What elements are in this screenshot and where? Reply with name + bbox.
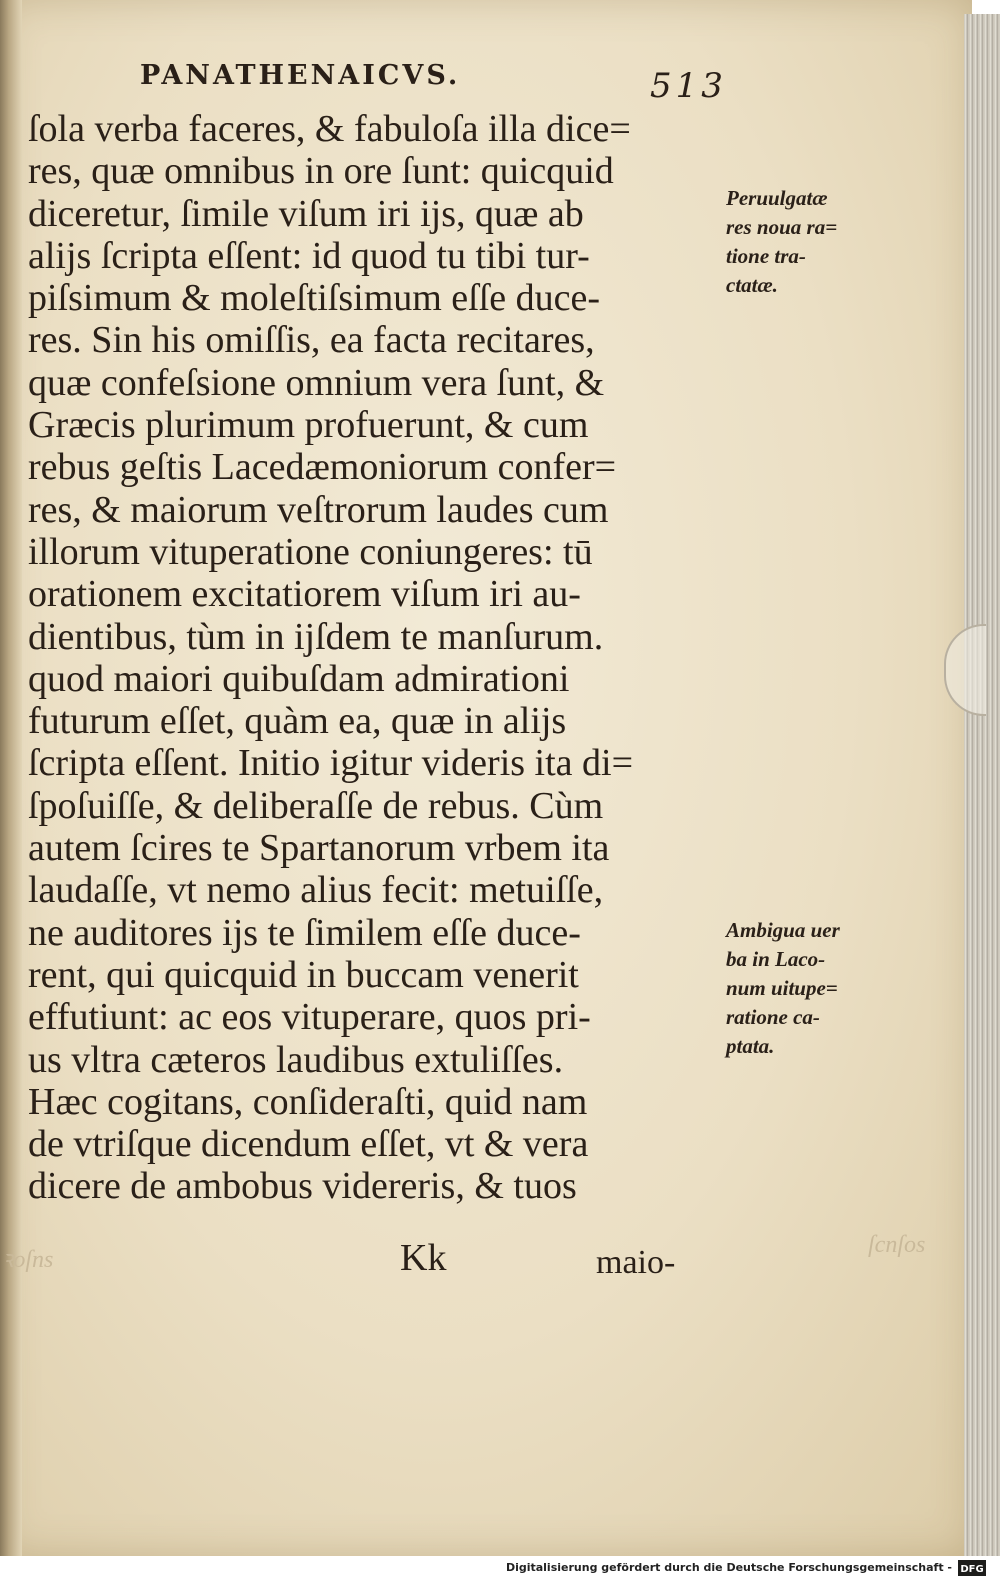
text-line: ſola verba faceres, & fabuloſa illa dice= xyxy=(28,108,631,150)
text-line: dicere de ambobus videreris, & tuos xyxy=(28,1165,577,1208)
text-line: alijs ſcripta eſſent: id quod tu tibi tur- xyxy=(28,234,590,277)
text-line: effutiunt: ac eos vituperare, quos pri- xyxy=(28,996,591,1039)
margin-note-line: num uitupe= xyxy=(726,976,838,1000)
text-line: Græcis plurimum profuerunt, & cum xyxy=(28,404,589,447)
margin-note-line: Ambigua uer xyxy=(726,918,840,942)
margin-note-line: res noua ra= xyxy=(726,215,838,239)
bleedthrough-text-left: ꝛoſns xyxy=(2,1247,54,1273)
text-line: futurum eſſet, quàm ea, quæ in alijs xyxy=(28,700,567,743)
text-line: laudaſſe, vt nemo alius fecit: metuiſſe, xyxy=(28,869,604,912)
margin-note-line: tione tra- xyxy=(726,244,806,268)
signature-mark: Kk xyxy=(400,1237,447,1279)
binding-gutter xyxy=(0,0,22,1556)
running-title: PANATHENAICVS. xyxy=(140,60,461,91)
margin-note-line: ctatæ. xyxy=(726,273,778,297)
text-line: illorum vituperatione coniungeres: tū xyxy=(28,530,593,573)
text-line: rent, qui quicquid in buccam venerit xyxy=(28,953,579,996)
margin-note-line: ba in Laco- xyxy=(726,947,826,971)
catchword: maio- xyxy=(596,1244,676,1281)
page-stack-edge xyxy=(964,14,1000,1556)
margin-note-2 xyxy=(726,916,840,1061)
text-line: dientibus, tùm in ijſdem te manſurum. xyxy=(28,615,604,658)
svg-text:DFG: DFG xyxy=(960,1564,984,1575)
text-line: ne auditores ijs te ſimilem eſſe duce- xyxy=(28,911,581,954)
text-line: piſsimum & moleſtiſsimum eſſe duce- xyxy=(28,277,601,320)
text-line: ſpoſuiſſe, & deliberaſſe de rebus. Cùm xyxy=(28,784,604,827)
margin-note-line: Peruulgatæ xyxy=(726,186,828,210)
text-line: res. Sin his omiſſis, ea facta recitares, xyxy=(28,319,595,362)
footer-bar xyxy=(0,1556,1000,1582)
text-line: de vtriſque dicendum eſſet, vt & vera xyxy=(28,1123,589,1166)
text-line: rebus geſtis Lacedæmoniorum confer= xyxy=(28,446,617,489)
margin-note-line: ratione ca- xyxy=(726,1005,820,1029)
text-line: autem ſcires te Spartanorum vrbem ita xyxy=(28,827,610,870)
funding-credit: Digitalisierung gefördert durch die Deutsche Forschungsgemeinschaft - xyxy=(505,1561,952,1574)
dfg-logo-icon xyxy=(958,1560,986,1576)
text-line: res, quæ omnibus in ore ſunt: quicquid xyxy=(28,150,614,193)
text-line: orationem excitatiorem viſum iri au- xyxy=(28,573,581,616)
text-line: quod maiori quibuſdam admirationi xyxy=(28,657,570,700)
page-number: 513 xyxy=(650,66,727,106)
bleedthrough-text-right: ſcnſos xyxy=(868,1232,926,1258)
text-line: res, & maiorum veſtrorum laudes cum xyxy=(28,488,609,531)
text-line: quæ confeſsione omnium vera ſunt, & xyxy=(28,361,605,404)
text-line: Hæc cogitans, conſideraſti, quid nam xyxy=(28,1080,588,1123)
text-line: ſcripta eſſent. Initio igitur videris ita di= xyxy=(28,742,634,785)
margin-note-1 xyxy=(726,184,837,300)
text-line: diceretur, ſimile viſum iri ijs, quæ ab xyxy=(28,192,584,235)
body-text xyxy=(28,108,728,1208)
text-line: us vltra cæteros laudibus extuliſſes. xyxy=(28,1038,564,1081)
margin-note-line: ptata. xyxy=(726,1034,775,1058)
